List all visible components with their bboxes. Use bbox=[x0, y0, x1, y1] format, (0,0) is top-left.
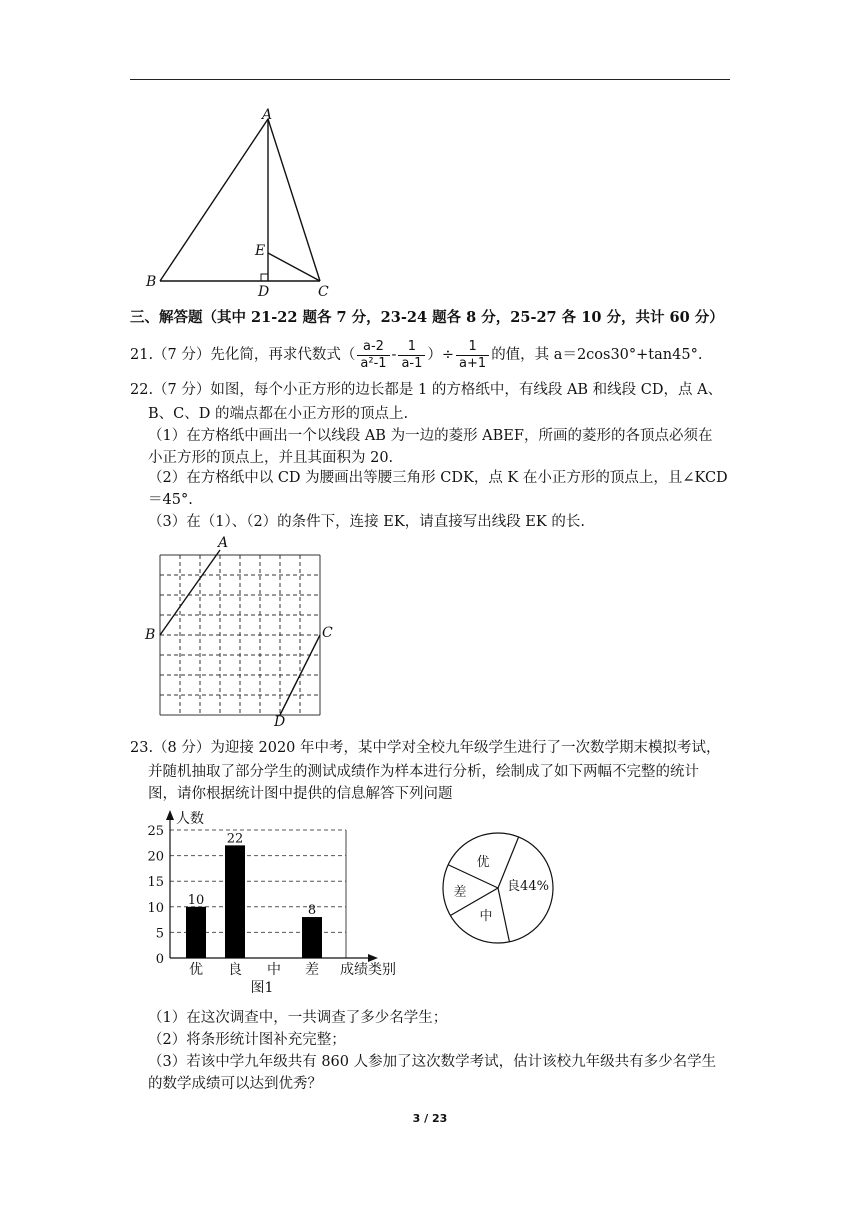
q22-sub1-line1: （1）在方格纸中画出一个以线段 AB 为一边的菱形 ABEF，所画的菱形的各顶点必须在 bbox=[148, 428, 713, 444]
q23-sub3-line2: 的数学成绩可以达到优秀？ bbox=[148, 1076, 322, 1092]
fraction-2 bbox=[398, 339, 425, 372]
frac2-denominator: a-1 bbox=[401, 355, 423, 371]
y-axis-title: 人数 bbox=[176, 811, 204, 827]
x-tick-label: 优 bbox=[189, 962, 203, 978]
frac2-numerator: 1 bbox=[398, 339, 425, 356]
frac1-numerator: a-2 bbox=[357, 339, 389, 356]
q22-sub2-line2: ＝45°. bbox=[148, 492, 193, 508]
slice-label: 中 bbox=[479, 909, 493, 924]
bar-value-label: 10 bbox=[187, 892, 205, 908]
bar-chart bbox=[140, 808, 430, 998]
y-tick-label: 25 bbox=[147, 824, 164, 839]
x-axis-title: 成绩类别 bbox=[340, 962, 396, 978]
x-tick-label: 良 bbox=[228, 962, 242, 978]
fraction-1 bbox=[357, 339, 389, 372]
y-tick-label: 15 bbox=[147, 875, 164, 891]
segment-ab bbox=[160, 119, 268, 281]
fraction-3 bbox=[456, 339, 489, 372]
x-tick-label: 中 bbox=[267, 962, 281, 978]
right-angle-mark bbox=[261, 274, 268, 281]
q23-sub3-line1: （3）若该中学九年级共有 860 人参加了这次数学考试，估计该校九年级共有多少名学生 bbox=[148, 1054, 717, 1070]
q22-line2: B、C、D 的端点都在小正方形的顶点上. bbox=[148, 406, 409, 422]
bar-value-label: 22 bbox=[226, 831, 244, 847]
grid-label-B: B bbox=[145, 627, 156, 643]
bar bbox=[225, 845, 245, 958]
slice-label: 优 bbox=[476, 855, 490, 870]
y-tick-label: 0 bbox=[155, 952, 164, 967]
q21-prefix: 21.（7 分）先化简，再求代数式（ bbox=[130, 347, 356, 363]
label-C: C bbox=[318, 284, 329, 300]
q23-sub1: （1）在这次调查中，一共调查了多少名学生； bbox=[148, 1010, 448, 1026]
page-number: 3 / 23 bbox=[412, 1112, 448, 1125]
y-tick-label: 5 bbox=[155, 926, 164, 942]
triangle-figure bbox=[140, 105, 350, 300]
header-rule bbox=[130, 79, 730, 80]
grid-label-D: D bbox=[274, 714, 286, 730]
x-axis-arrow bbox=[368, 954, 378, 962]
label-E: E bbox=[255, 243, 266, 259]
y-tick-label: 10 bbox=[147, 900, 164, 916]
frac1-denominator: a²-1 bbox=[360, 355, 387, 371]
label-D: D bbox=[258, 284, 270, 300]
question-21 bbox=[130, 334, 702, 376]
q23-line1: 23.（8 分）为迎接 2020 年中考，某中学对全校九年级学生进行了一次数学期末模拟考试， bbox=[130, 740, 721, 756]
section-header: 三、解答题（其中 21-22 题各 7 分，23-24 题各 8 分，25-27 各 10 分，共计 60 分） bbox=[130, 309, 724, 326]
segment-ab bbox=[160, 550, 220, 635]
slice-label: 良44% bbox=[507, 879, 549, 894]
q21-mid: ）÷ bbox=[427, 347, 455, 363]
pie-chart bbox=[438, 828, 558, 948]
y-tick-label: 20 bbox=[147, 849, 164, 865]
q22-sub2-line1: （2）在方格纸中以 CD 为腰画出等腰三角形 CDK，点 K 在小正方形的顶点上，且∠KCD bbox=[148, 470, 728, 486]
frac3-denominator: a+1 bbox=[459, 355, 487, 371]
label-B: B bbox=[146, 274, 157, 290]
grid-label-A: A bbox=[218, 535, 229, 551]
q21-suffix: 的值，其 a＝2cos30°+tan45°. bbox=[491, 347, 703, 363]
q22-line1: 22.（7 分）如图，每个小正方形的边长都是 1 的方格纸中，有线段 AB 和线段 CD，点 A、 bbox=[130, 382, 723, 398]
x-tick-label: 差 bbox=[305, 962, 319, 978]
grid-figure bbox=[140, 535, 340, 730]
q21-minus: - bbox=[391, 347, 397, 363]
chart-caption: 图1 bbox=[250, 980, 274, 996]
q23-line2: 并随机抽取了部分学生的测试成绩作为样本进行分析，绘制成了如下两幅不完整的统计 bbox=[148, 764, 699, 780]
q23-line3: 图，请你根据统计图中提供的信息解答下列问题 bbox=[148, 786, 453, 802]
slice-divider bbox=[498, 888, 509, 942]
q22-sub1-line2: 小正方形的顶点上，并且其面积为 20. bbox=[148, 450, 394, 466]
frac3-numerator: 1 bbox=[456, 339, 489, 356]
bar bbox=[186, 907, 206, 958]
slice-label: 差 bbox=[453, 885, 467, 900]
grid-label-C: C bbox=[322, 625, 333, 641]
label-A: A bbox=[262, 107, 273, 123]
bar-value-label: 8 bbox=[307, 903, 317, 919]
y-axis-arrow bbox=[166, 810, 174, 820]
q23-sub2: （2）将条形统计图补充完整； bbox=[148, 1032, 346, 1048]
bar bbox=[302, 917, 322, 958]
q22-sub3: （3）在（1）、（2）的条件下，连接 EK，请直接写出线段 EK 的长. bbox=[148, 514, 585, 530]
